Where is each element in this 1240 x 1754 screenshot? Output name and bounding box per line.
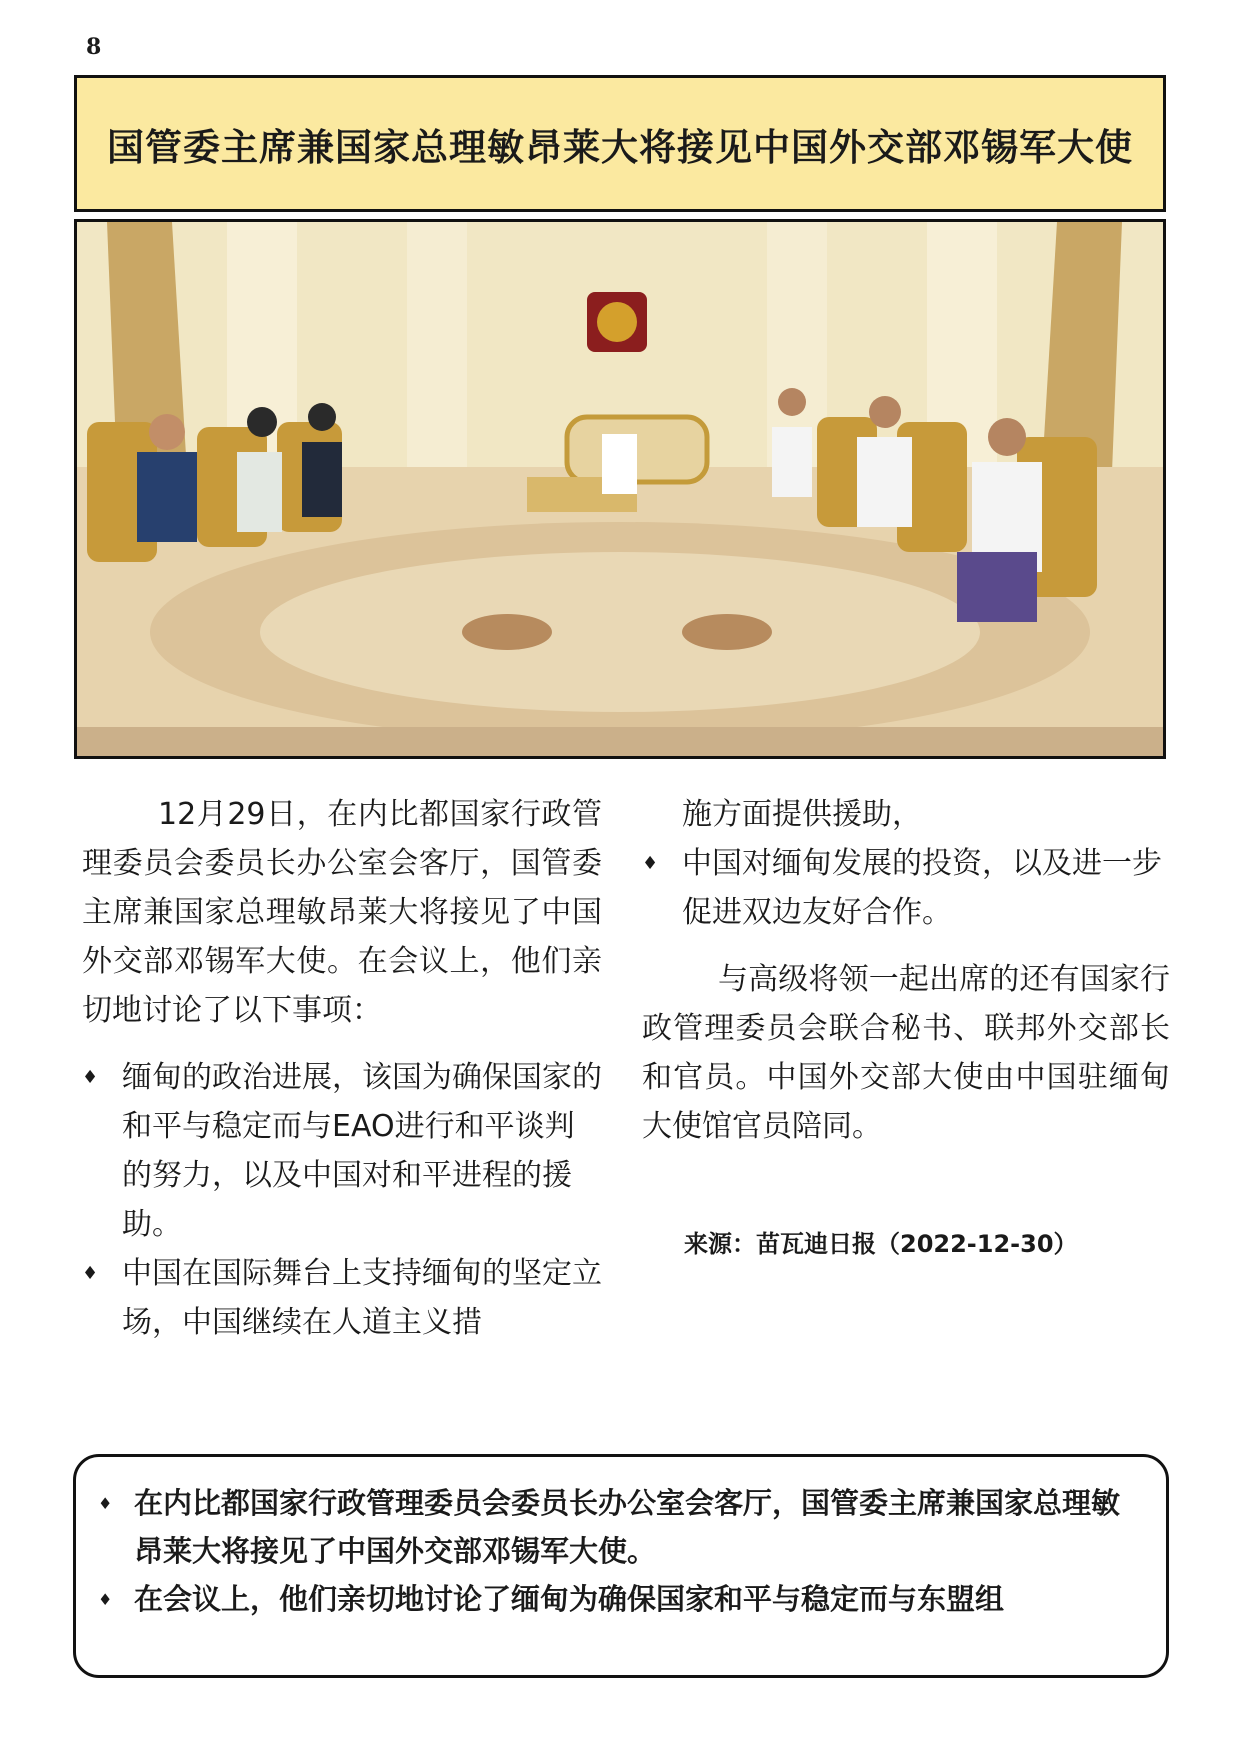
list-item: ♦ 中国在国际舞台上支持缅甸的坚定立场，中国继续在人道主义措 bbox=[82, 1249, 602, 1347]
title-box bbox=[74, 75, 1166, 212]
list-item: ♦ 中国对缅甸发展的投资，以及进一步促进双边友好合作。 bbox=[642, 839, 1170, 937]
diamond-bullet-icon: ♦ bbox=[98, 1494, 113, 1513]
summary-list bbox=[98, 1479, 1144, 1623]
article-source: 来源：苗瓦迪日报（2022-12-30） bbox=[684, 1230, 1078, 1258]
summary-item: ♦ 在内比都国家行政管理委员会委员长办公室会客厅，国管委主席兼国家总理敏昂莱大将接见了中国外交部邓锡军大使。 bbox=[98, 1479, 1144, 1575]
bullet-continuation: 施方面提供援助， bbox=[682, 797, 922, 832]
article-intro: 12月29日，在内比都国家行政管理委员会委员长办公室会客厅，国管委主席兼国家总理敏昂莱大将接见了中国外交部邓锡军大使。在会议上，他们亲切地讨论了以下事项： bbox=[82, 797, 602, 1028]
discussion-list bbox=[82, 1053, 602, 1347]
diamond-bullet-icon: ♦ bbox=[98, 1590, 113, 1609]
discussion-list-continued bbox=[642, 839, 1170, 937]
article-title: 国管委主席兼国家总理敏昂莱大将接见中国外交部邓锡军大使 bbox=[107, 125, 1133, 169]
article-right-column bbox=[642, 790, 1170, 1151]
diamond-bullet-icon: ♦ bbox=[82, 1263, 99, 1284]
diamond-bullet-icon: ♦ bbox=[82, 1067, 99, 1088]
article-left-column bbox=[82, 790, 602, 1347]
article-closing: 与高级将领一起出席的还有国家行政管理委员会联合秘书、联邦外交部长和官员。中国外交部大使由中国驻缅甸大使馆官员陪同。 bbox=[642, 962, 1170, 1144]
meeting-photo bbox=[74, 219, 1166, 759]
diamond-bullet-icon: ♦ bbox=[642, 853, 659, 874]
meeting-room-illustration bbox=[77, 222, 1163, 756]
emblem-icon bbox=[587, 292, 647, 352]
summary-box bbox=[73, 1454, 1169, 1678]
list-item: ♦ 缅甸的政治进展，该国为确保国家的和平与稳定而与EAO进行和平谈判的努力，以及中国对和平进程的援助。 bbox=[82, 1053, 602, 1249]
summary-item: ♦ 在会议上，他们亲切地讨论了缅甸为确保国家和平与稳定而与东盟组 bbox=[98, 1575, 1144, 1623]
page-number: 8 bbox=[86, 34, 102, 60]
